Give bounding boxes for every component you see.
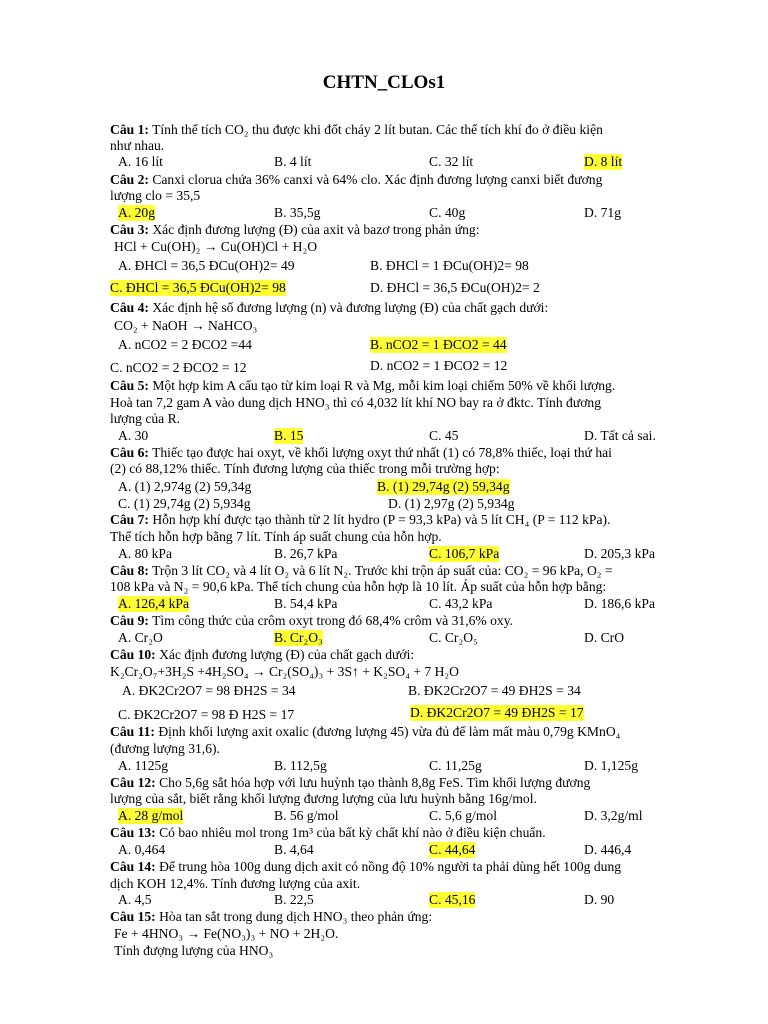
option-c: C. 43,2 kPa bbox=[429, 596, 493, 611]
option-a: A. nCO2 = 2 ĐCO2 =44 bbox=[118, 337, 252, 352]
option-a: A. (1) 2,974g (2) 59,34g bbox=[118, 479, 252, 494]
option-d: D. 90 bbox=[584, 892, 615, 907]
option-b: B. 22,5 bbox=[274, 892, 314, 907]
option-c: C. nCO2 = 2 ĐCO2 = 12 bbox=[110, 360, 247, 375]
option-b: B. 4 lít bbox=[274, 154, 312, 169]
reaction-equation: HCl + Cu(OH)₂ → Cu(OH)Cl + H₂O bbox=[114, 239, 318, 254]
reaction-equation: CO₂ + NaOH → NaHCO₃ bbox=[114, 318, 258, 333]
option-a: A. 16 lít bbox=[118, 154, 163, 169]
option-d-answer: D. ĐK2Cr2O7 = 49 ĐH2S = 17 bbox=[410, 705, 584, 720]
option-c: C. 11,25g bbox=[429, 758, 482, 773]
question-text: Canxi clorua chứa 36% canxi và 64% clo. Xác định đương lượng canxi biết đương bbox=[152, 172, 603, 187]
question-text-cont: lượng clo = 35,5 bbox=[110, 188, 201, 203]
option-a: A. 1125g bbox=[118, 758, 169, 773]
question-label: Câu 10: bbox=[110, 647, 156, 662]
question-text: Thiếc tạo được hai oxyt, về khối lượng oxyt thứ nhất (1) có 78,8% thiếc, loại thứ hai bbox=[152, 445, 612, 460]
question-text: Định khối lượng axit oxalic (đương lượng 45) vừa đủ để làm mất màu 0,79g KMnO₄ bbox=[158, 724, 621, 739]
question-text-cont: Tính đượng lượng của HNO₃ bbox=[114, 943, 274, 958]
option-c: C. ĐK2Cr2O7 = 98 Đ H2S = 17 bbox=[118, 707, 295, 722]
question-4 bbox=[110, 300, 548, 316]
option-b: B. 26,7 kPa bbox=[274, 546, 338, 561]
question-8 bbox=[110, 563, 613, 579]
question-text: Có bao nhiêu mol trong 1m³ của bất kỳ chất khí nào ở điều kiện chuẩn. bbox=[159, 825, 546, 840]
question-3 bbox=[110, 222, 479, 238]
option-b: B. 112,5g bbox=[274, 758, 327, 773]
option-d: D. 1,125g bbox=[584, 758, 638, 773]
question-13 bbox=[110, 825, 546, 841]
question-text: Tính thể tích CO₂ thu được khi đốt cháy 2 lít butan. Các thể tích khí đo ở điều kiện bbox=[152, 122, 603, 137]
question-15 bbox=[110, 909, 432, 925]
question-1 bbox=[110, 122, 603, 138]
question-label: Câu 14: bbox=[110, 859, 156, 874]
question-label: Câu 13: bbox=[110, 825, 156, 840]
question-12 bbox=[110, 775, 590, 791]
option-a: A. 30 bbox=[118, 428, 149, 443]
reaction-equation: K₂Cr₂O₇+3H₂S +4H₂SO₄ → Cr₂(SO₄)₃ + 3S↑ + K₂SO₄ + 7 H₂O bbox=[110, 664, 459, 679]
question-9 bbox=[110, 613, 513, 629]
question-text-cont: dịch KOH 12,4%. Tính đương lượng của axit. bbox=[110, 876, 361, 891]
option-d: D. Tất cả sai. bbox=[584, 428, 656, 443]
option-c-answer: C. 106,7 kPa bbox=[429, 546, 500, 561]
option-c: C. 40g bbox=[429, 205, 466, 220]
question-text-cont: như nhau. bbox=[110, 138, 165, 153]
option-d: D. 205,3 kPa bbox=[584, 546, 655, 561]
option-d: D. 3,2g/ml bbox=[584, 808, 643, 823]
option-b-answer: B. 15 bbox=[274, 428, 304, 443]
option-d: D. ĐHCl = 36,5 ĐCu(OH)2= 2 bbox=[370, 280, 540, 295]
option-b: B. 4,64 bbox=[274, 842, 314, 857]
question-text-cont: (đương lượng 31,6). bbox=[110, 741, 220, 756]
question-text: Một hợp kim A cấu tạo từ kim loại R và Mg, mỗi kim loại chiếm 50% về khối lượng. bbox=[152, 378, 616, 393]
option-a: A. Cr₂O bbox=[118, 630, 163, 645]
option-a: A. 4,5 bbox=[118, 892, 152, 907]
question-text-cont: 108 kPa và N₂ = 90,6 kPa. Thể tích chung của hỗn hợp là 10 lít. Áp suất của hỗn hợp bằng: bbox=[110, 579, 607, 594]
option-d: D. 446,4 bbox=[584, 842, 632, 857]
question-label: Câu 11: bbox=[110, 724, 155, 739]
question-text: Cho 5,6g sắt hóa hợp với lưu huỳnh tạo thành 8,8g FeS. Tìm khối lượng đương bbox=[159, 775, 591, 790]
question-2 bbox=[110, 172, 602, 188]
question-text-cont: Thể tích hỗn hợp bằng 7 lít. Tính áp suất chung của hỗn hợp. bbox=[110, 529, 442, 544]
question-label: Câu 3: bbox=[110, 222, 149, 237]
option-b: B. ĐHCl = 1 ĐCu(OH)2= 98 bbox=[370, 258, 529, 273]
option-a: A. 80 kPa bbox=[118, 546, 172, 561]
option-c: C. 45 bbox=[429, 428, 459, 443]
option-b-answer: B. (1) 29,74g (2) 59,34g bbox=[377, 479, 510, 494]
option-d: D. CrO bbox=[584, 630, 625, 645]
document-title: CHTN_CLOs1 bbox=[322, 72, 446, 93]
question-text-cont: lượng của R. bbox=[110, 411, 181, 426]
option-a-answer: A. 28 g/mol bbox=[118, 808, 184, 823]
option-c: C. 5,6 g/mol bbox=[429, 808, 497, 823]
option-a: A. 0,464 bbox=[118, 842, 166, 857]
question-text: Xác định hệ số đương lượng (n) và đương lượng (Đ) của chất gạch dưới: bbox=[152, 300, 549, 315]
question-6 bbox=[110, 445, 612, 461]
reaction-equation: Fe + 4HNO₃ → Fe(NO₃)₃ + NO + 2H₂O. bbox=[114, 926, 339, 941]
option-d: D. 186,6 kPa bbox=[584, 596, 655, 611]
option-d: D. 71g bbox=[584, 205, 622, 220]
question-text: Xác định đương lượng (Đ) của axit và bazơ trong phản ứng: bbox=[152, 222, 480, 237]
question-5 bbox=[110, 378, 615, 394]
option-d-answer: D. 8 lít bbox=[584, 154, 623, 169]
question-label: Câu 1: bbox=[110, 122, 149, 137]
question-text: Hòa tan sắt trong dung dịch HNO₃ theo phản ứng: bbox=[159, 909, 433, 924]
question-text: Tìm công thức của crôm oxyt trong đó 68,4% crôm và 31,6% oxy. bbox=[152, 613, 514, 628]
option-d: D. nCO2 = 1 ĐCO2 = 12 bbox=[370, 358, 508, 373]
question-text-cont: lượng của sắt, biết rằng khối lượng đương lượng của lưu huỳnh bằng 16g/mol. bbox=[110, 791, 537, 806]
question-label: Câu 2: bbox=[110, 172, 149, 187]
option-b: B. 54,4 kPa bbox=[274, 596, 338, 611]
question-11 bbox=[110, 724, 620, 740]
option-a-answer: A. 126,4 kPa bbox=[118, 596, 189, 611]
option-a: A. ĐK2Cr2O7 = 98 ĐH2S = 34 bbox=[122, 683, 296, 698]
question-text: Trộn 3 lít CO₂ và 4 lít O₂ và 6 lít N₂. Trước khi trộn áp suất của: CO₂ = 96 kPa, O₂ = bbox=[152, 563, 613, 578]
question-label: Câu 7: bbox=[110, 512, 149, 527]
question-label: Câu 4: bbox=[110, 300, 149, 315]
question-text: Để trung hòa 100g dung dịch axit có nồng độ 10% người ta phải dùng hết 100g dung bbox=[159, 859, 622, 874]
question-label: Câu 12: bbox=[110, 775, 156, 790]
question-text-cont: Hoà tan 7,2 gam A vào dung dịch HNO₃ thì có 4,032 lít khí NO bay ra ở đktc. Tính đương bbox=[110, 395, 602, 410]
question-text: Hỗn hợp khí được tạo thành từ 2 lít hydro (P = 93,3 kPa) và 5 lít CH₄ (P = 112 kPa). bbox=[152, 512, 611, 527]
question-label: Câu 6: bbox=[110, 445, 149, 460]
option-b-answer: B. Cr₂O₃ bbox=[274, 630, 323, 645]
question-7 bbox=[110, 512, 610, 528]
question-text: Xác định đương lượng (Đ) của chất gạch dưới: bbox=[159, 647, 415, 662]
option-b: B. ĐK2Cr2O7 = 49 ĐH2S = 34 bbox=[408, 683, 581, 698]
option-b: B. 35,5g bbox=[274, 205, 321, 220]
option-b: B. 56 g/mol bbox=[274, 808, 339, 823]
option-c-answer: C. 44,64 bbox=[429, 842, 476, 857]
question-label: Câu 15: bbox=[110, 909, 156, 924]
option-c-answer: C. ĐHCl = 36,5 ĐCu(OH)2= 98 bbox=[110, 280, 286, 295]
option-b-answer: B. nCO2 = 1 ĐCO2 = 44 bbox=[370, 337, 507, 352]
option-c-answer: C. 45,16 bbox=[429, 892, 476, 907]
question-10 bbox=[110, 647, 414, 663]
option-c: C. Cr₂O₅ bbox=[429, 630, 478, 645]
question-label: Câu 8: bbox=[110, 563, 149, 578]
option-a: A. ĐHCl = 36,5 ĐCu(OH)2= 49 bbox=[118, 258, 295, 273]
question-label: Câu 9: bbox=[110, 613, 149, 628]
option-c: C. (1) 29,74g (2) 5,934g bbox=[118, 496, 251, 511]
option-d: D. (1) 2,97g (2) 5,934g bbox=[388, 496, 515, 511]
question-text-cont: (2) có 88,12% thiếc. Tính đương lượng của thiếc trong mỗi trường hợp: bbox=[110, 461, 500, 476]
question-14 bbox=[110, 859, 621, 875]
option-a-answer: A. 20g bbox=[118, 205, 156, 220]
question-label: Câu 5: bbox=[110, 378, 149, 393]
option-c: C. 32 lít bbox=[429, 154, 474, 169]
